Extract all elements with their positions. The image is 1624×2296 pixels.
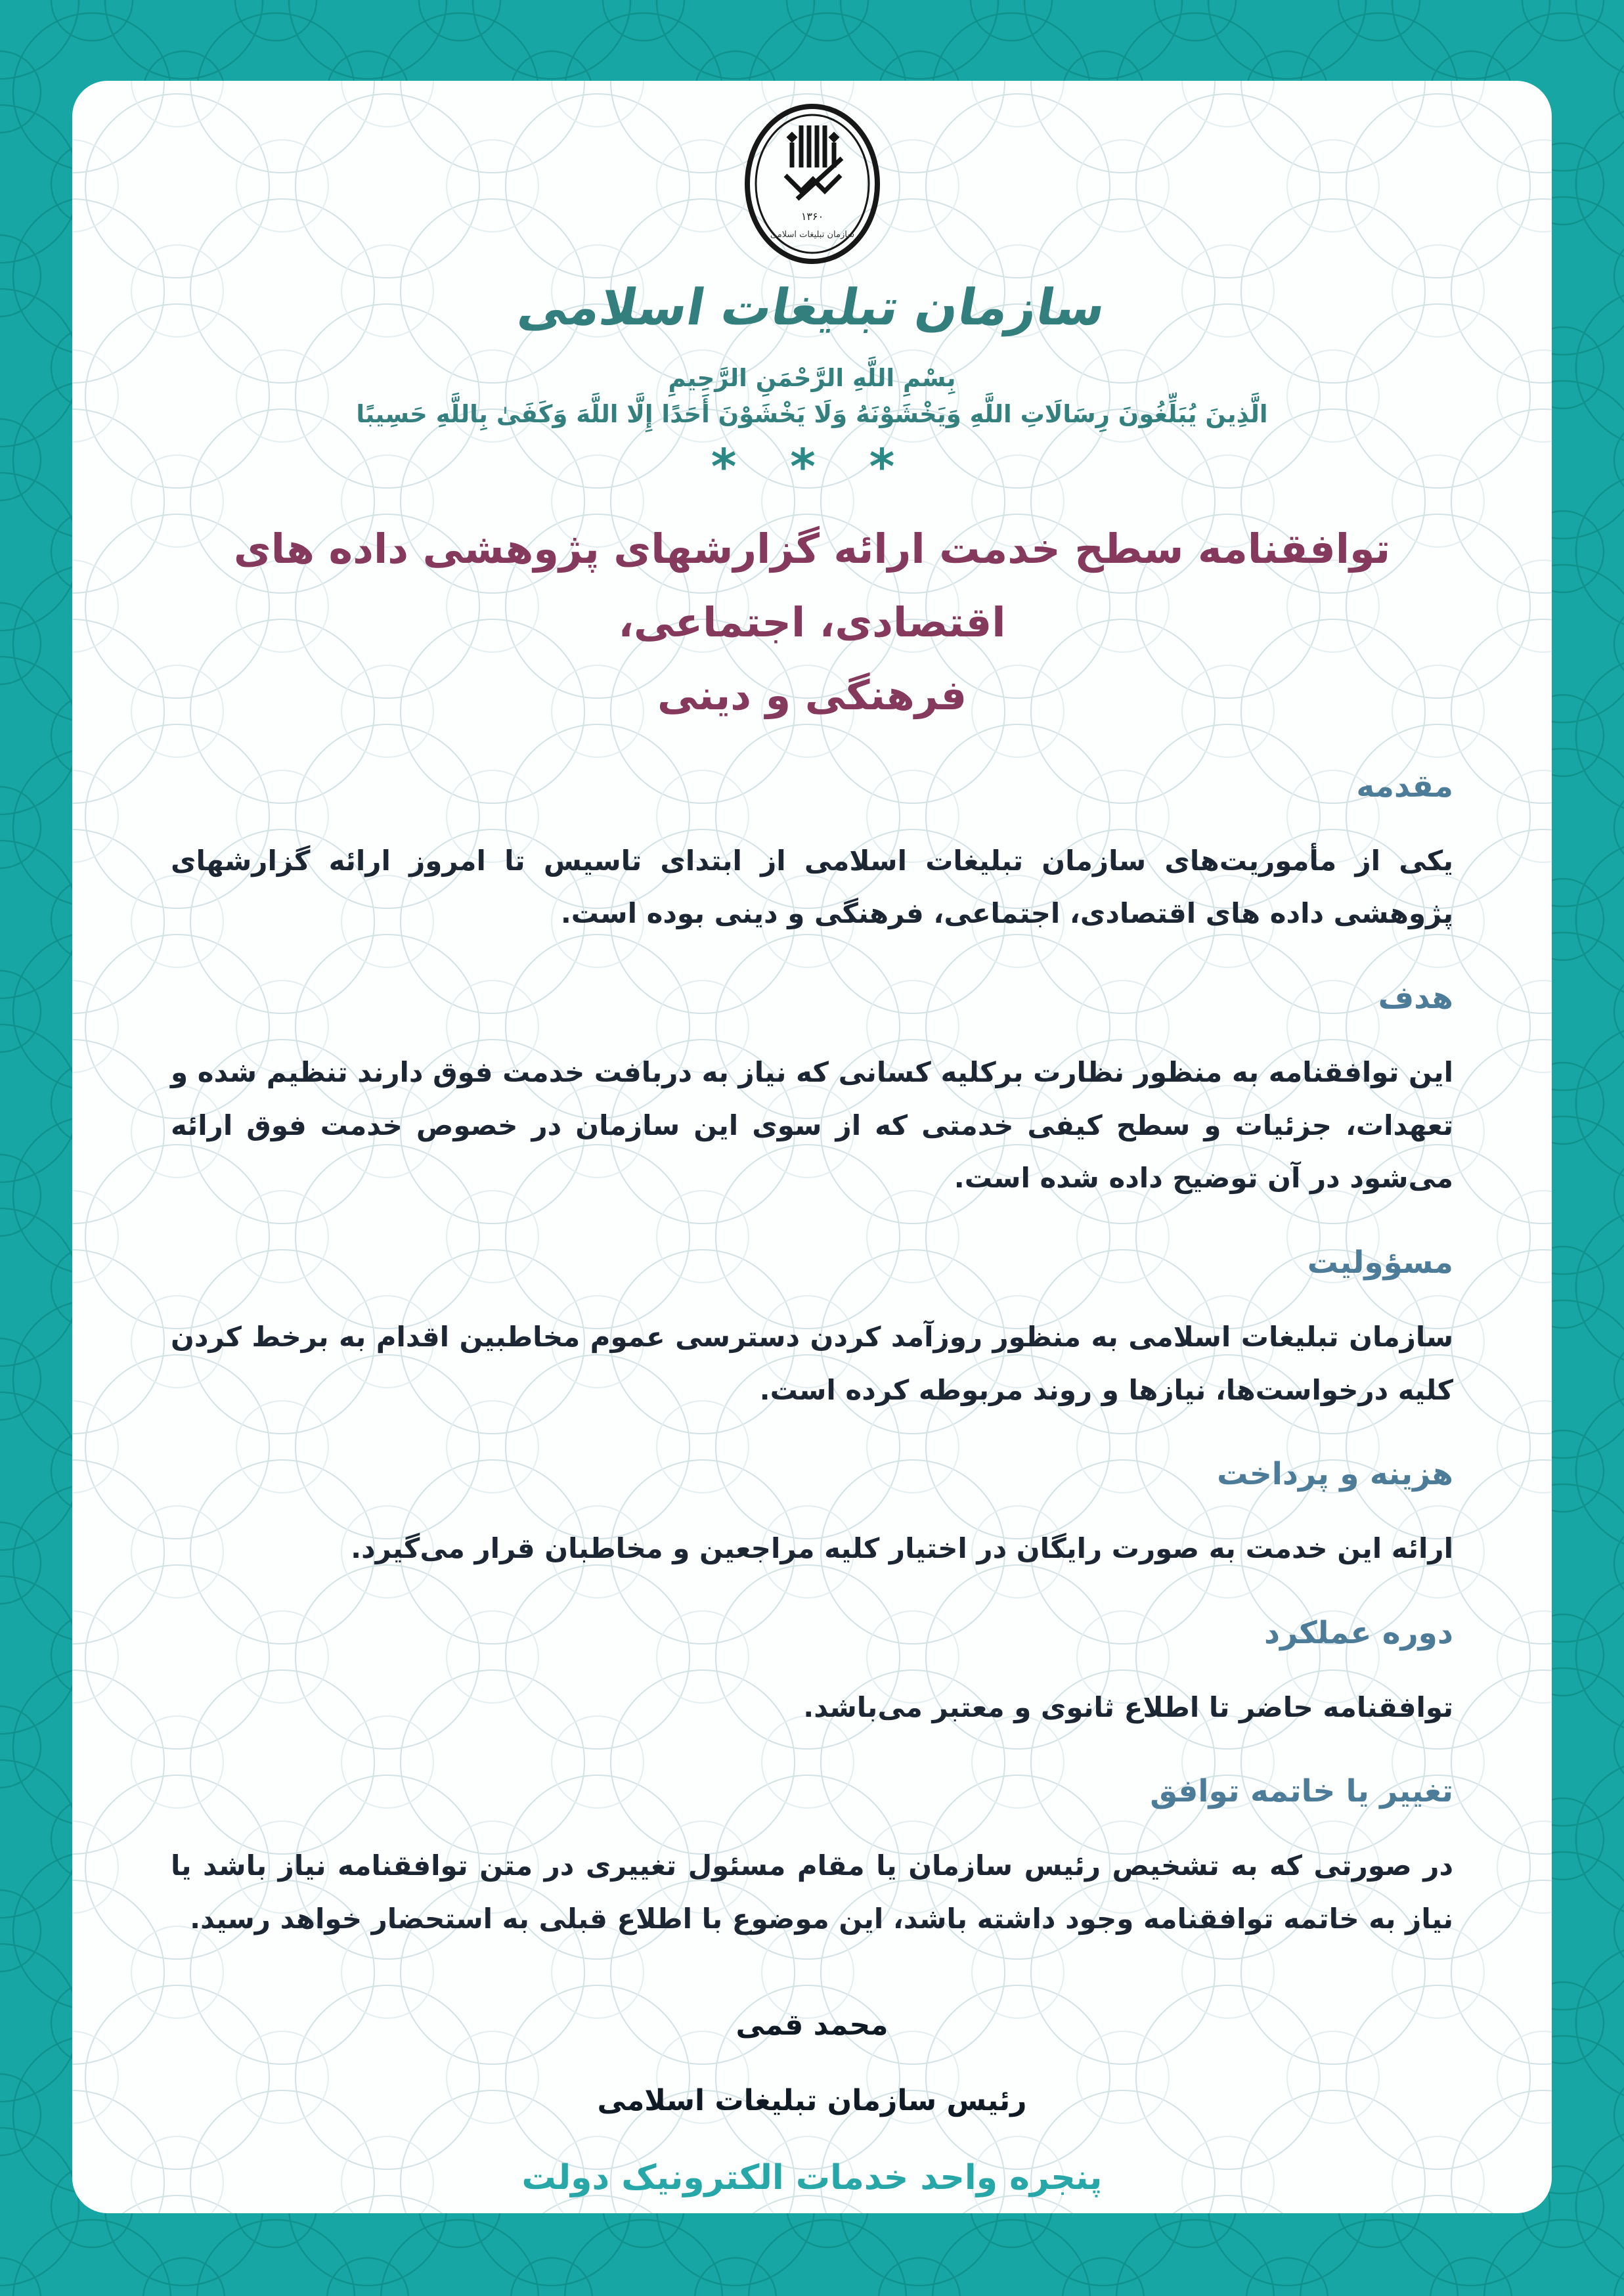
emblem-year: ۱۳۶۰ [801,210,823,223]
document-title-line2: فرهنگی و دینی [657,671,967,720]
section-body-responsibility: سازمان تبلیغات اسلامی به منظور روزآمد کردن دسترسی عموم مخاطبین اقدام به برخط کردن کلیه درخواست‌ها، نیازها و روند مربوطه کرده است. [171,1320,1453,1406]
section-body-cost-payment: ارائه این خدمت به صورت رایگان در اختیار کلیه مراجعین و مخاطبان قرار می‌گیرد. [351,1532,1453,1565]
organization-emblem-icon [743,102,882,274]
sections [171,768,1453,1946]
document-content [72,81,1552,2213]
signatory-name: محمد قمی [735,2008,889,2042]
section-heading-introduction: مقدمه [1356,768,1453,805]
section-body-introduction: یکی از مأموریت‌های سازمان تبلیغات اسلامی از ابتدای تاسیس تا امروز ارائه گزارشهای پژوهشی داده های اقتصادی، اجتماعی، فرهنگی و دینی بوده است. [171,844,1453,930]
section-heading-responsibility: مسؤولیت [1307,1244,1453,1281]
section-body-performance-period: توافقنامه حاضر تا اطلاع ثانوی و معتبر می‌باشد. [803,1690,1453,1723]
bismillah-text: بِسْمِ اللَّهِ الرَّحْمَنِ الرَّحِيمِ [668,364,956,392]
section-heading-performance-period: دوره عملکرد [1264,1614,1453,1651]
section-body-change-termination: در صورتی که به تشخیص رئیس سازمان یا مقام مسئول تغییری در متن توافقنامه نیاز باشد یا نیاز به خاتمه توافقنامه وجود داشته باشد، این موضوع با اطلاع قبلی به استحضار خواهد رسید. [171,1849,1453,1935]
section-heading-purpose: هدف [1378,980,1453,1017]
section-heading-cost-payment: هزینه و پرداخت [1217,1456,1453,1493]
document-title-line1: توافقنامه سطح خدمت ارائه گزارشهای پژوهشی داده های اقتصادی، اجتماعی، [233,525,1391,646]
document-title [171,512,1453,732]
logo-wrap [171,81,1453,274]
emblem-organization-name: سازمان تبلیغات اسلامی [770,230,854,240]
section-body-purpose: این توافقنامه به منظور نظارت برکلیه کسانی که نیاز به دربافت خدمت فوق دارند تنظیم شده و تعهدات، جزئیات و سطح کیفی خدمتی که از سوی این سازمان در خصوص خدمت فوق ارائه می‌شود در آن توضیح داده شده است. [171,1056,1453,1195]
signatory-role: رئیس سازمان تبلیغات اسلامی [597,2083,1027,2117]
footer-text: پنجره واحد خدمات الکترونیک دولت [521,2158,1103,2197]
section-heading-change-termination: تغییر یا خاتمه توافق [1150,1773,1453,1810]
signatory-block [171,2008,1453,2117]
calligraphy-signature: سازمان تبلیغات اسلامی [514,278,1110,336]
stars-separator: * * * [711,439,913,495]
quran-verse: الَّذِينَ يُبَلِّغُونَ رِسَالَاتِ اللَّهِ وَيَخْشَوْنَهُ وَلَا يَخْشَوْنَ أَحَدًا إِلَّا اللَّهَ وَكَفَىٰ بِاللَّهِ حَسِيبًا [356,400,1268,428]
document-card [72,81,1552,2213]
